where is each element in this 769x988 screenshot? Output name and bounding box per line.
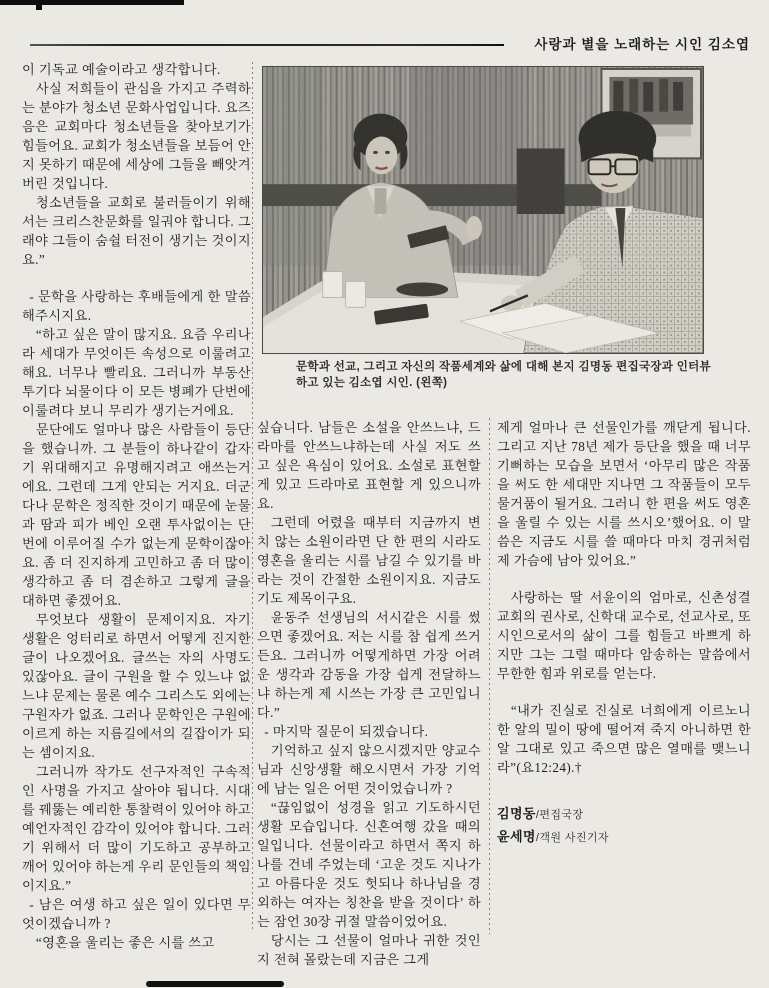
paragraph: “끊임없이 성경을 읽고 기도하시던 생활 모습입니다. 신혼여행 갔을 때의 일입니다. 선물이라고 하면서 쪽지 하나를 건네 주었는데 ‘고운 것도 지나가고 아름다운 것도 헛되나 하나님을 경외하는 여자는 칭찬을 받을 것이다’ 하는 잠언 30장 귀절 말씀이었어요. [257,800,481,929]
paragraph: 싶습니다. 남들은 소설을 안쓰느냐, 드라마를 안쓰느냐하는데 사실 저도 쓰고 싶은 욕심이 있어요. 소설로 표현할게 있고 드라마로 표현할 게 있으니까요. [257,420,481,511]
paragraph: 윤동주 선생님의 서시같은 시를 썼으면 좋겠어요. 저는 시를 참 쉽게 쓰거든요. 그러니까 어떻게하면 가장 어려운 생각과 감동을 가장 쉽게 전달하느냐 하는게 제 시쓰는 가장 큰 고민입니다.” [257,610,481,720]
paragraph: 사랑하는 딸 서윤이의 엄마로, 신촌성결교회의 권사로, 신학대 교수로, 선교사로, 또 시인으로서의 삶이 그를 힘들고 바쁘게 하지만 그는 그럴 때마다 암송하는 말씀에서 무한한 힘과 위로를 얻는다. [497,590,751,681]
credit-editor-role: /편집국장 [535,809,584,821]
paragraph: 그러니까 작가도 선구자적인 구속적인 사명을 가지고 살아야 됩니다. 시대를 꿰뚫는 예리한 통찰력이 있어야 하고 예언자적인 감각이 있어야 합니다. 그러기 위해서 더 많이 기도하고 공부하고 깨어 있어야 하는게 우리 문인들의 책임이지요.” [22,764,251,893]
column-right-text [497,418,751,777]
scan-artifact-top [0,0,184,5]
paragraph: “하고 싶은 말이 많지요. 요즘 우리나라 세대가 무엇이든 속성으로 이룰려고 해요. 너무나 빨리요. 그러니까 부동산 투기다 뇌물이다 이 모든 병폐가 단번에 이룰려다 보니 무리가 생기는거에요. [22,327,251,418]
credit-editor [497,803,751,826]
scan-artifact-bottom [146,981,284,987]
paragraph: 청소년들을 교회로 불러들이기 위해서는 크리스찬문화를 일궈야 합니다. 그래야 그들이 숨쉴 터전이 생기는 것이지요.” [22,195,251,267]
paragraph: - 남은 여생 하고 싶은 일이 있다면 무엇이겠습니까 ? [22,897,251,931]
credits [497,803,751,849]
credit-photographer-role: /객원 사진기자 [535,832,609,844]
photo-caption: 문학과 선교, 그리고 자신의 작품세계와 삶에 대해 본지 김명동 편집국장과 인터뷰하고 있는 김소엽 시인. (왼쪽) [296,361,711,389]
credit-photographer-name: 윤세명 [497,829,536,844]
paragraph: 문단에도 얼마나 많은 사람들이 등단을 했습니까. 그 분들이 하나같이 갑자기 위대해지고 유명해지려고 애쓰는거에요. 그런데 그게 안되는 거지요. 더군다나 문학은 정직한 것이기 때문에 눈물과 땀과 피가 베인 오랜 투사없이는 단번에 이루어질 수가 없는게 문학이잖아요. 좀 더 진지하게 고민하고 좀 더 많이 생각하고 좀 더 겸손하고 그렇게 글을 대하면 좋겠어요. [22,422,251,608]
column-divider-right [489,418,490,934]
paragraph: - 마지막 질문이 되겠습니다. [264,724,429,739]
column-right [497,418,751,948]
scan-artifact-tick [36,0,42,10]
paragraph: - 문학을 사랑하는 후배들에게 한 말씀 해주시지요. [22,289,251,323]
paragraph: 기억하고 싶지 않으시겠지만 양교수님과 신앙생활 해오시면서 가장 기억에 남는 일은 어떤 것이었습니까 ? [257,743,481,796]
column-left [22,60,251,950]
paragraph: 그런데 어렸을 때부터 지금까지 변치 않는 소원이라면 단 한 편의 시라도 영혼을 울리는 시를 남길 수 있기를 바라는 것이 간절한 소원이지요. 지금도 기도 제목이구요. [257,515,481,606]
paragraph: “내가 진실로 진실로 너희에게 이르노니 한 알의 밀이 땅에 떨어져 죽지 아니하면 한 알 그대로 있고 죽으면 많은 열매를 맺느니라”(요12:24).† [497,703,751,775]
column-divider-left [252,62,253,932]
column-middle [257,418,481,967]
page-header-title: 사랑과 별을 노래하는 시인 김소엽 [534,37,750,52]
paragraph: “영혼을 울리는 좋은 시를 쓰고 [35,935,215,950]
paragraph: 제게 얼마나 큰 선물인가를 깨닫게 됩니다. 그리고 지난 78년 제가 등단을 했을 때 너무 기뻐하는 모습을 보면서 ‘아무리 많은 작품을 써도 한 세대만 지나면 그 작품들이 모두 물거품이 될거요. 그러니 한 편을 써도 영혼을 울릴 수 있는 시를 쓰시오’했어요. 이 말씀은 지금도 시를 쓸 때마다 마치 경귀처럼 제 가슴에 남아 있어요.” [497,420,751,568]
paragraph: 당시는 그 선물이 얼마나 귀한 것인지 전혀 몰랐는데 지금은 그게 [257,933,481,967]
header-rule [30,44,504,46]
paragraph: 무엇보다 생활이 문제이지요. 자기 생활은 엉터리로 하면서 어떻게 진지한 글이 나오겠어요. 글쓰는 자의 사명도 있잖아요. 글이 구원을 할 수 있느냐 없느냐 문제는 물론 예수 그리스도 외에는 구원자가 없죠. 그러나 문학인은 구원에 이르게 하는 지름길에서의 길잡이가 되는 셈이지요. [22,612,251,760]
credit-photographer [497,826,751,849]
interview-photo [262,66,704,354]
paragraph: 이 기독교 예술이라고 생각합니다. [22,62,221,77]
credit-editor-name: 김명동 [497,806,536,821]
interview-photo-illustration [263,67,703,353]
paragraph: 사실 저희들이 관심을 가지고 주력하는 분야가 청소년 문화사업입니다. 요즈음은 교회마다 청소년들을 찾아보기가 힘들어요. 교회가 청소년들을 보듬어 안지 못하기 때문에 세상에 그들을 빼앗겨버린 것입니다. [22,81,251,191]
